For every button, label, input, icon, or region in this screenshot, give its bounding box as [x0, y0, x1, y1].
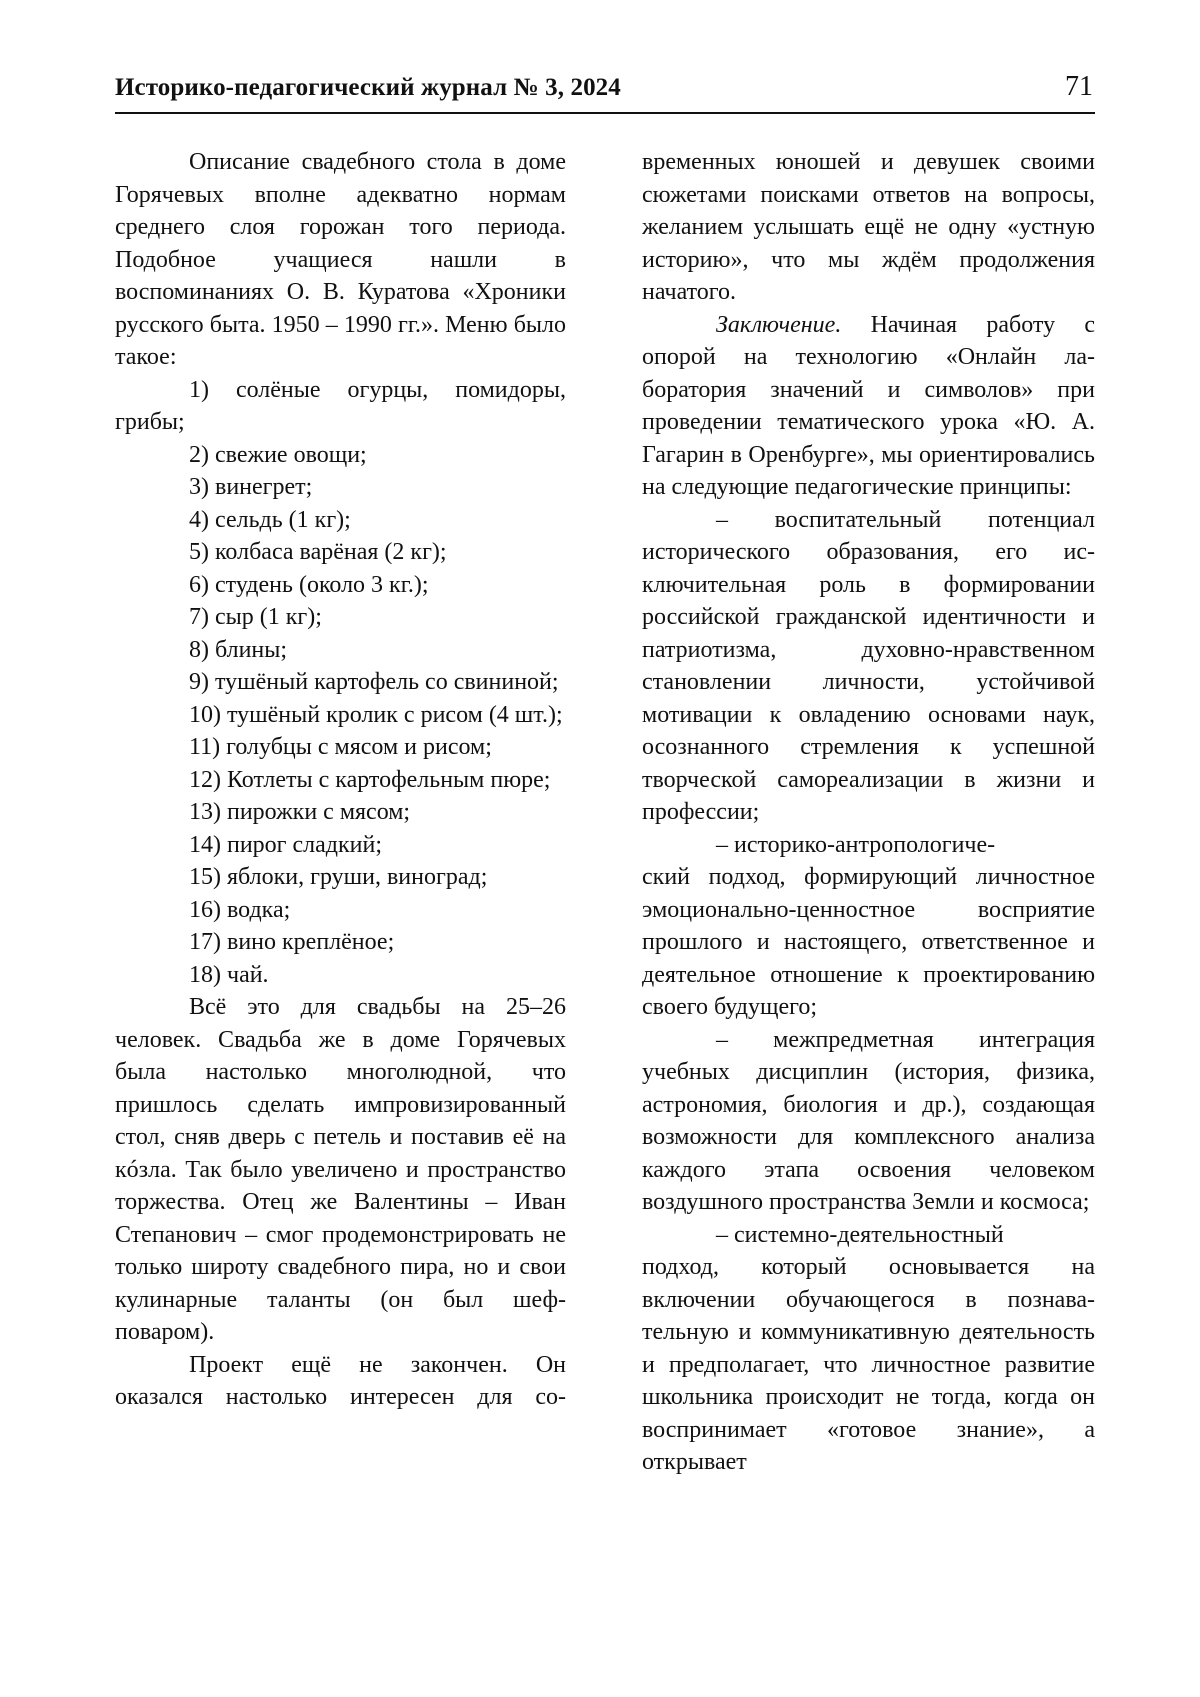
menu-item: 3) винегрет; [189, 474, 313, 500]
menu-item: 6) студень (около 3 кг.); [189, 571, 429, 598]
paragraph-continuation: временных юношей и девушек своими сюжетами поисками ответов на вопросы, желанием услышать ещё не одну «устную историю», что мы ждём продолжения начатого. [642, 149, 1095, 305]
menu-item: 12) Котлеты с картофельным пюре; [189, 766, 551, 793]
menu-item: 17) вино креплёное; [189, 929, 395, 955]
left-column [115, 146, 566, 1414]
principle-item: ский подход, формирующий личностное эмоционально-ценностное восприятие прошлого и настоящего, ответственное и деятельное отношение к проектированию своего будущего; [642, 864, 1095, 1020]
journal-title: Историко-педагогический журнал № 3, 2024 [115, 74, 621, 101]
menu-item: 15) яблоки, груши, виноград; [189, 864, 488, 890]
menu-item: 10) тушёный кролик с рисом (4 шт.); [189, 701, 563, 728]
page-number: 71 [1065, 71, 1093, 102]
running-header [115, 71, 1095, 114]
paragraph-wedding: Всё это для свадьбы на 25–26 человек. Свадьба же в доме Горячевых была настолько многолюдной, что пришлось сделать импровизированный стол, сняв дверь с петель и поставив её на кóзла. Так было увеличено и пространство торжества. Отец же Валентины – Иван Степанович – смог продемонстрировать не только широту свадебного пира, но и свои кулинарные таланты (он был шеф-поваром). [115, 994, 566, 1345]
principle-item: подход, который основывается на включении обучающегося в познавательную и коммуникативную деятельность и предполагает, что личностное развитие школьника происходит не тогда, когда он воспринимает «готовое знание», а открывает [642, 1254, 1095, 1475]
menu-item: 1) солёные огурцы, помидоры, грибы; [115, 376, 566, 435]
menu-item: 11) голубцы с мясом и рисом; [189, 734, 492, 760]
principle-item: – воспитательный потенциал исторического образования, его исключительная роль в формировании российской гражданской идентичности и патриотизма, духовно-нравственном становлении личности, устойчивой мотивации к овладению основами наук, осознанного стремления к успешной творческой самореализации в жизни и профессии; [642, 506, 1095, 825]
paragraph-conclusion [642, 309, 1095, 504]
right-column [642, 146, 1095, 1479]
menu-item: 16) водка; [189, 896, 291, 923]
principle-item: – межпредметная интеграция учебных дисциплин (история, физика, астрономия, биология и др.), создающая возможности для комплексного анализа каждого этапа освоения человеком воздушного пространства Земли и космоса; [642, 1026, 1095, 1215]
paragraph-project: Проект ещё не закончен. Он оказался настолько интересен для со- [115, 1351, 566, 1410]
menu-item: 2) свежие овощи; [189, 441, 367, 468]
menu-item: 5) колбаса варёная (2 кг); [189, 539, 447, 565]
conclusion-text: Начиная работу с опорой на технологию «Онлайн лаборатория значений и символов» при проведении тематического урока «Ю. А. Гагарин в Оренбурге», мы ориентировались на следующие педагогические принципы: [642, 311, 1095, 500]
menu-item: 4) сельдь (1 кг); [189, 506, 351, 533]
conclusion-label: Заключение. [716, 311, 842, 338]
menu-item: 8) блины; [189, 636, 288, 663]
menu-item: 9) тушёный картофель со свининой; [189, 669, 559, 695]
menu-item: 18) чай. [189, 961, 269, 988]
principle-item: – системно-деятельностный [716, 1221, 1004, 1248]
paragraph-intro: Описание свадебного стола в доме Горячевых вполне адекватно нормам среднего слоя горожан того периода. Подобное учащиеся нашли в воспоминаниях О. В. Куратова «Хроники русского быта. 1950 – 1990 гг.». Меню было такое: [115, 149, 566, 370]
menu-item: 7) сыр (1 кг); [189, 604, 322, 630]
principle-item: – историко-антропологиче- [716, 831, 996, 858]
menu-item: 13) пирожки с мясом; [189, 799, 411, 825]
menu-item: 14) пирог сладкий; [189, 831, 383, 858]
